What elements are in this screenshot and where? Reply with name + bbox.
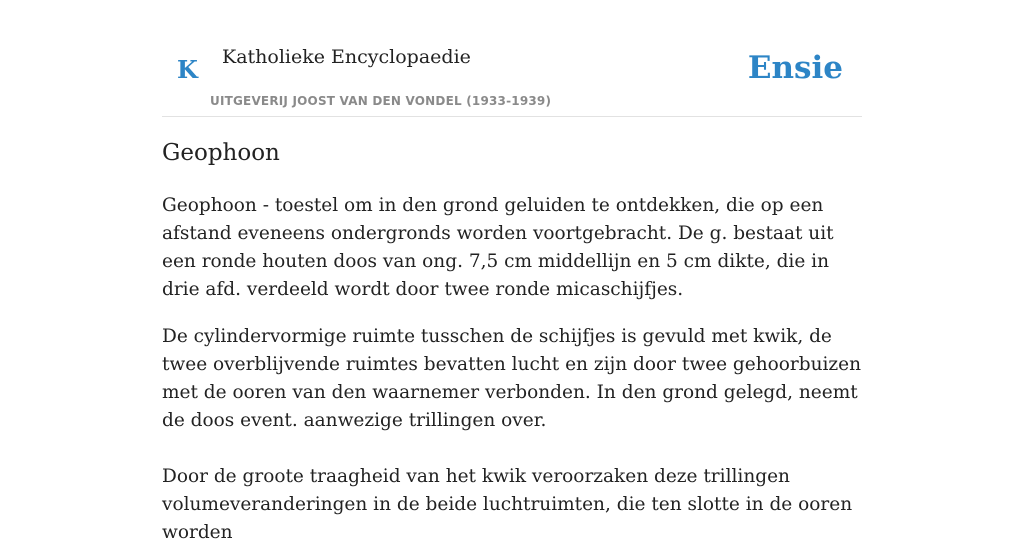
publication-title[interactable]: Katholieke Encyclopaedie: [222, 46, 471, 68]
article-paragraph: Geophoon - toestel om in den grond geluiden te ontdekken, die op een afstand eveneens ondergronds worden voortgebracht. De g. bestaat uit een ronde houten doos van ong. 7,5 cm middellijn en 5 cm dikte, die in drie afd. verdeeld wordt door twee ronde micaschijfjes.: [162, 195, 834, 300]
site-header: [162, 0, 862, 117]
article-title: Geophoon: [162, 140, 280, 166]
page: [162, 0, 862, 543]
article-paragraph: De cylindervormige ruimte tusschen de schijfjes is gevuld met kwik, de twee overblijvende ruimtes bevatten lucht en zijn door twee gehoorbuizen met de ooren van den waarnemer verbonden. In den grond gelegd, neemt de doos event. aanwezige trillingen over.: [162, 326, 862, 431]
article-paragraph: Door de groote traagheid van het kwik veroorzaken deze trillingen volumeveranderingen in de beide luchtruimten, die ten slotte in de ooren worden: [162, 466, 853, 543]
publisher-label: UITGEVERIJ JOOST VAN DEN VONDEL (1933-1939): [210, 94, 552, 108]
encyclopedia-logo[interactable]: K: [177, 55, 198, 84]
ensie-brand-link[interactable]: Ensie: [747, 50, 843, 86]
